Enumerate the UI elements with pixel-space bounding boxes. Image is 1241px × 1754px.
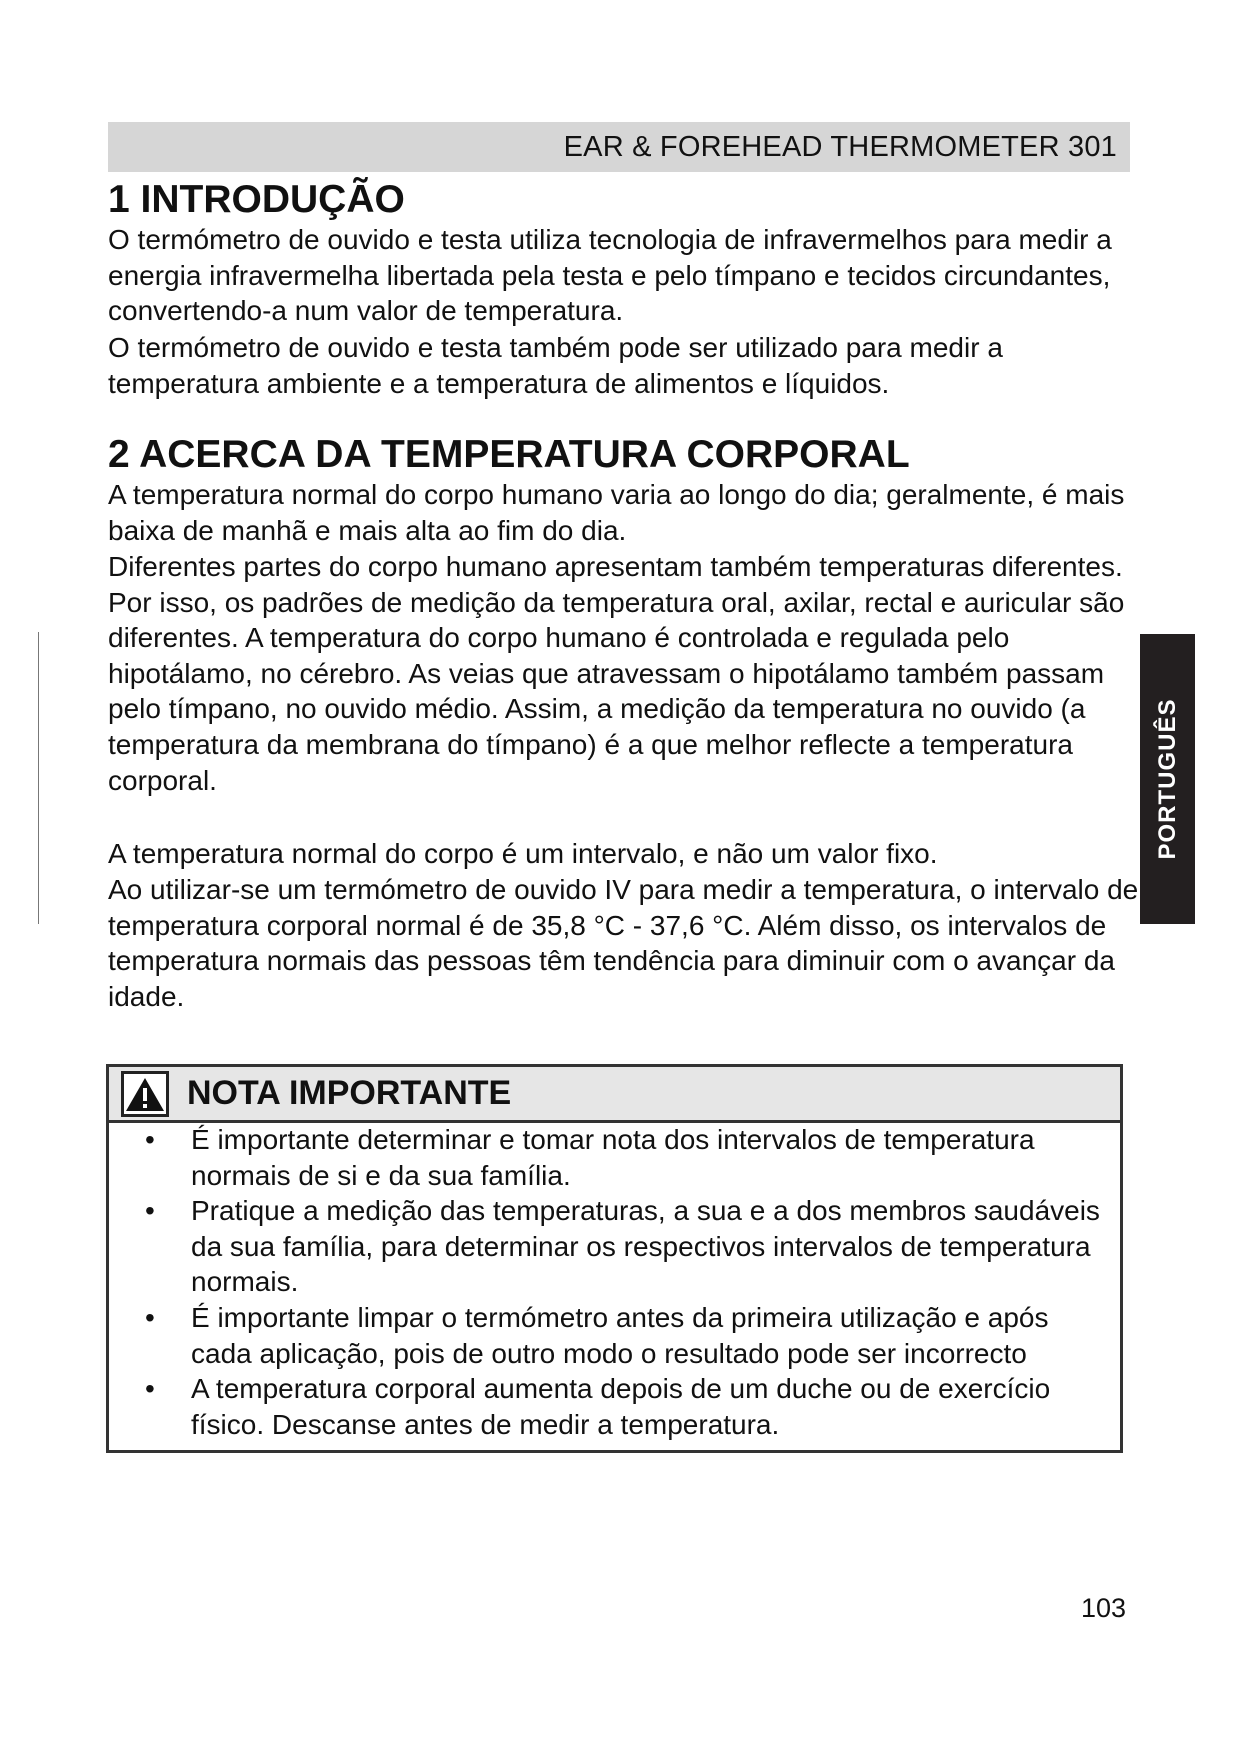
bullet: • <box>145 1373 155 1405</box>
note-title: NOTA IMPORTANTE <box>187 1074 512 1112</box>
note-item-text: É importante determinar e tomar nota dos intervalos de temperatura normais de si e da sua família. <box>191 1124 1035 1191</box>
body-temp-paragraph-2: Diferentes partes do corpo humano apresentam também temperaturas diferentes. Por isso, os padrões de medição da temperatura oral, axilar, rectal e auricular são diferentes. A temperatura do corpo humano é controlada e regulada pelo hipotálamo, no cérebro. As veias que atravessam o hipotálamo também passam pelo tímpano, no ouvido médio. Assim, a medição da temperatura no ouvido (a temperatura da membrana do tímpano) é a que melhor reflecte a temperatura corporal. <box>108 551 1125 796</box>
important-note-box <box>106 1064 1123 1453</box>
note-item-text: Pratique a medição das temperaturas, a sua e a dos membros saudáveis da sua família, para determinar os respectivos intervalos de temperatura normais. <box>191 1195 1100 1298</box>
note-item <box>145 1371 1115 1442</box>
page-number: 103 <box>1081 1593 1127 1623</box>
note-header <box>109 1067 1120 1123</box>
note-item-text: A temperatura corporal aumenta depois de um duche ou de exercício físico. Descanse antes de medir a temperatura. <box>191 1373 1051 1440</box>
body-temp-paragraph-4: Ao utilizar-se um termómetro de ouvido IV para medir a temperatura, o intervalo de temperatura corporal normal é de 35,8 °C - 37,6 °C. Além disso, os intervalos de temperatura normais das pessoas têm tendência para diminuir com o avançar da idade. <box>108 874 1139 1012</box>
intro-paragraph-1: O termómetro de ouvido e testa utiliza tecnologia de infravermelhos para medir a energia infravermelha libertada pela testa e pelo tímpano e tecidos circundantes, convertendo-a num valor de temperatura. <box>108 224 1112 327</box>
body-temp-paragraph-1: A temperatura normal do corpo humano varia ao longo do dia; geralmente, é mais baixa de manhã e mais alta ao fim do dia. <box>108 479 1125 546</box>
bullet: • <box>145 1195 155 1227</box>
margin-rule <box>38 632 39 924</box>
intro-paragraph-2: O termómetro de ouvido e testa também pode ser utilizado para medir a temperatura ambiente e a temperatura de alimentos e líquidos. <box>108 332 1003 399</box>
header-bar <box>108 122 1130 172</box>
note-list <box>145 1122 1115 1442</box>
bullet: • <box>145 1301 155 1333</box>
body-temp-paragraph-3: A temperatura normal do corpo é um intervalo, e não um valor fixo. <box>108 838 938 869</box>
warning-icon <box>121 1071 169 1117</box>
section-2-heading: 2 ACERCA DA TEMPERATURA CORPORAL <box>108 433 910 476</box>
header-title: EAR & FOREHEAD THERMOMETER 301 <box>563 131 1117 163</box>
language-tab <box>1140 634 1195 924</box>
note-item-text: É importante limpar o termómetro antes da primeira utilização e após cada aplicação, pois de outro modo o resultado pode ser incorrecto <box>191 1301 1049 1369</box>
language-tab-label: PORTUGUÊS <box>1153 698 1181 860</box>
note-item <box>145 1193 1115 1300</box>
section-1-heading: 1 INTRODUÇÃO <box>108 178 405 221</box>
note-item <box>145 1122 1115 1193</box>
note-item <box>145 1300 1115 1371</box>
bullet: • <box>145 1124 155 1155</box>
